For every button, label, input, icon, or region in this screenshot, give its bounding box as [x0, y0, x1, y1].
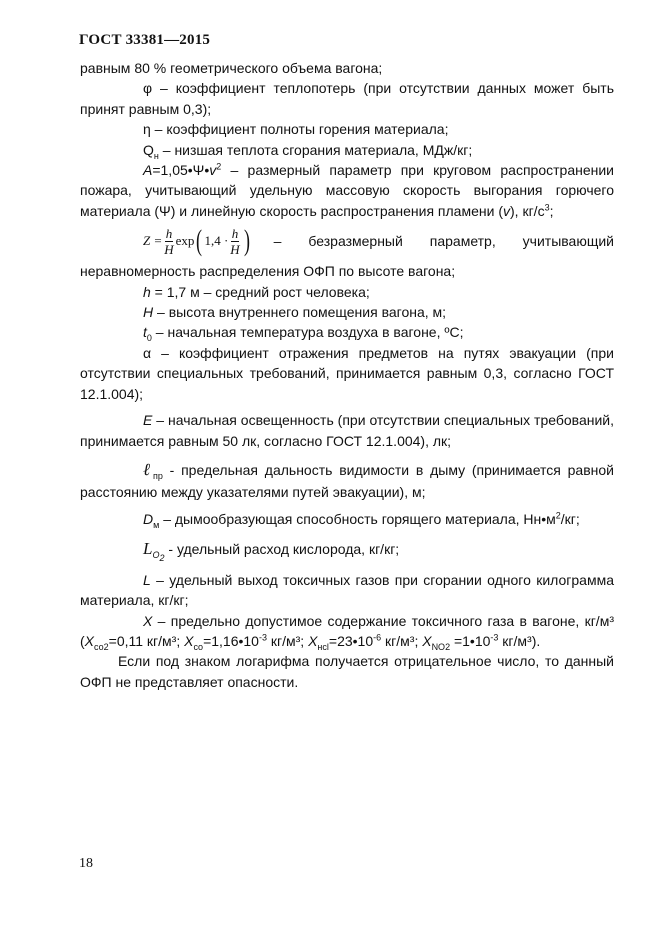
def-eta: [80, 119, 614, 139]
symbol-E: E: [143, 412, 153, 429]
symbol-D: D: [143, 510, 154, 527]
val-no2: =1•10: [450, 632, 491, 649]
symbol-q: Q: [143, 141, 154, 158]
def-X: [80, 611, 614, 652]
symbol-phi: φ: [143, 80, 153, 97]
para-logarithm-note: Если под знаком логарифма получается отрицательное число, то данный ОФП не представляет опасности.: [80, 653, 614, 690]
word-2: параметр,: [429, 233, 496, 250]
para-continued: равным 80 % геометрического объема вагона;: [80, 60, 383, 76]
def-L-text: – удельный выход токсичных газов при сгорании одного килограмма материала, кг/кг;: [80, 571, 614, 609]
def-H-text: – высота внутреннего помещения вагона, м;: [153, 304, 447, 321]
def-H: [80, 302, 614, 322]
sub-hcl: нcl: [317, 641, 329, 652]
sup-3: 3: [544, 202, 550, 213]
def-X-text: – предельно допустимое содержание токсичного газа в вагоне, кг/м³ (: [80, 612, 614, 649]
exp-no2: -3: [490, 632, 499, 643]
sub-no2: NO2: [431, 641, 451, 652]
symbol-t-sub: 0: [146, 333, 152, 344]
symbol-l-sub: пр: [152, 470, 163, 481]
symbol-alpha: α: [143, 344, 152, 361]
symbol-X: X: [143, 612, 153, 629]
fraction-den: H: [164, 241, 174, 257]
symbol-X-co: X: [184, 632, 194, 649]
unit-co: кг/м³;: [266, 632, 309, 649]
unit-no2: кг/м³).: [498, 632, 541, 649]
def-E-text: – начальная освещенность (при отсутствии специальных требований, принимается равным 50 лк, согласно ГОСТ 12.1.004), лк;: [80, 412, 614, 449]
val-co2: =0,11 кг/м³;: [108, 632, 185, 649]
sup-2: 2: [216, 161, 222, 172]
exp-co: -3: [258, 632, 267, 643]
sub-co2: со2: [94, 641, 109, 652]
symbol-L: L: [143, 571, 151, 588]
symbol-t: t: [143, 324, 147, 341]
word-1: безразмерный: [308, 233, 403, 250]
sub-2: 2: [159, 552, 165, 563]
symbol-L-o2: L: [143, 539, 153, 559]
fraction-num: h: [165, 225, 173, 241]
def-t0-text: – начальная температура воздуха в вагоне, ºС;: [151, 324, 464, 341]
symbol-q-sub: н: [153, 150, 159, 161]
def-alpha-text: – коэффициент отражения предметов на путях эвакуации (при отсутствии специальных требований, принимается равным 0,3, согласно ГОСТ 12.1.004);: [80, 344, 614, 402]
symbol-D-sub: м: [153, 519, 160, 530]
def-q: [80, 140, 614, 160]
fraction-h-over-H-2: [230, 226, 239, 257]
def-LO2: [80, 539, 614, 563]
symbol-v: v: [209, 162, 217, 179]
exp-hcl: -6: [373, 632, 382, 643]
symbol-l: ℓ: [143, 459, 153, 479]
def-L: [80, 570, 614, 611]
formula-exp: exp: [175, 233, 195, 249]
def-Dm-end: /кг;: [560, 510, 580, 527]
paren-open: (: [196, 224, 203, 258]
page-number: 18: [79, 856, 93, 871]
dash: –: [273, 233, 282, 250]
def-a-unit: ), кг/с: [510, 202, 545, 219]
sub-co: со: [193, 641, 204, 652]
symbol-h: h: [143, 283, 151, 300]
def-alpha: [80, 343, 614, 404]
fraction-den-2: H: [230, 241, 240, 257]
fraction-num-2: h: [231, 225, 239, 241]
def-t0: [80, 322, 614, 342]
formula-z-description: [274, 231, 614, 251]
def-Dm: [80, 509, 614, 529]
formula-lhs: Z =: [143, 233, 163, 249]
symbol-X-co2: X: [84, 632, 95, 649]
def-phi-text: – коэффициент теплопотерь (при отсутствии данных может быть принят равным 0,3);: [80, 80, 614, 117]
val-hcl: =23•10: [328, 632, 374, 649]
word-3: учитывающий: [522, 233, 614, 250]
def-a-text: – размерный параметр при круговом распространении пожара, учитывающий удельную массовую скорость выгорания горючего материала (Ψ) и линейную скорость распространения пламени (: [80, 162, 614, 219]
symbol-eta: η: [143, 121, 151, 138]
document-body: [80, 58, 614, 692]
symbol-L-o2-sub: [152, 550, 165, 563]
def-lpr-text: - предельная дальность видимости в дыму (принимается равной расстоянию между указателями путей эвакуации), м;: [80, 461, 614, 500]
def-a: [80, 160, 614, 221]
def-z-continued: неравномерность распределения ОФП по высоте вагона;: [80, 263, 456, 280]
fraction-h-over-H: [164, 226, 173, 257]
def-E: [80, 410, 614, 451]
def-Dm-text: – дымообразующая способность горящего материала, Нн•м: [159, 510, 556, 527]
def-h-text: = 1,7 м – средний рост человека;: [150, 283, 370, 300]
def-LO2-text: - удельный расход кислорода, кг/кг;: [164, 541, 400, 558]
formula-z: [143, 221, 614, 261]
formula-inner: 1,4 ·: [204, 233, 229, 249]
formula-z-expression: [143, 226, 252, 257]
val-co: =1,16•10: [203, 632, 259, 649]
def-a-expr: =1,05•Ψ•: [152, 162, 210, 179]
def-q-text: – низшая теплота сгорания материала, МДж/кг;: [158, 141, 473, 158]
def-a-tail: ;: [549, 202, 554, 219]
document-code-header: ГОСТ 33381—2015: [79, 32, 211, 48]
def-phi: [80, 78, 614, 119]
symbol-a: A: [143, 162, 153, 179]
unit-hcl: кг/м³;: [381, 632, 423, 649]
paren-close: ): [243, 224, 250, 258]
symbol-H: H: [143, 304, 154, 321]
sub-o: O: [152, 550, 160, 561]
def-eta-text: – коэффициент полноты горения материала;: [150, 121, 449, 138]
symbol-v-2: v: [503, 202, 510, 219]
def-lpr: [80, 459, 614, 503]
def-h: [80, 282, 614, 302]
sup-2b: 2: [555, 510, 561, 521]
symbol-X-no2: X: [422, 632, 432, 649]
symbol-X-hcl: X: [308, 632, 318, 649]
